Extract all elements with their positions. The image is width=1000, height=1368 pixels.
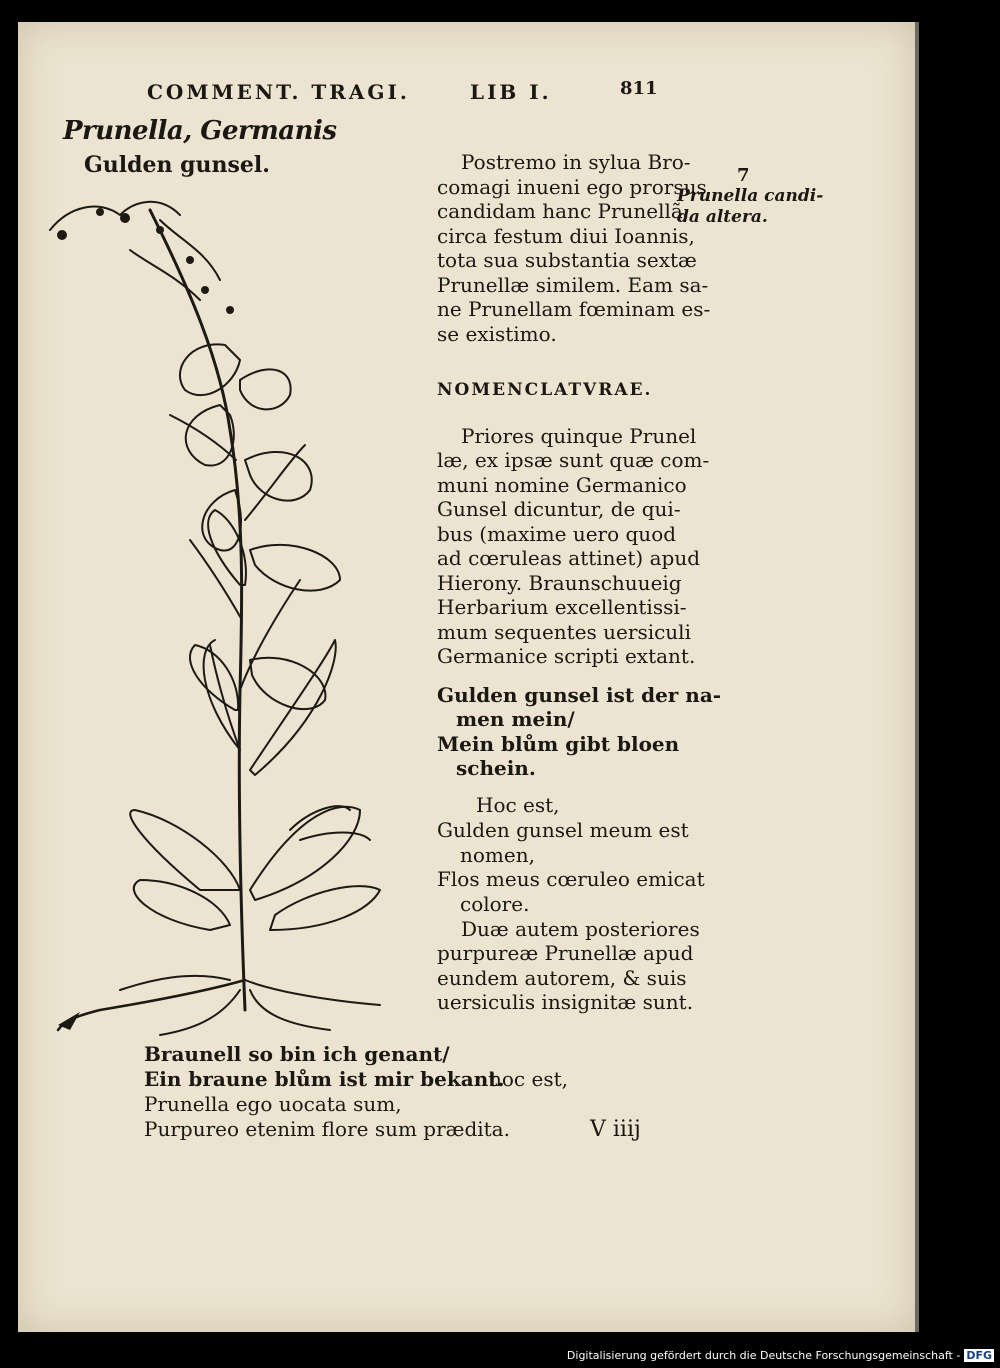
text-line: Germanice scripti extant.	[437, 644, 696, 668]
text-line: bus (maxime uero quod	[437, 522, 677, 546]
verse-line: Gulden gunsel meum est	[437, 818, 689, 842]
verse-line: schein.	[456, 756, 536, 780]
dfg-logo: DFG	[966, 1349, 992, 1362]
text-line: Duæ autem posteriores	[461, 917, 700, 941]
verse-line: colore.	[460, 892, 530, 916]
verse-line: Gulden gunsel ist der na-	[437, 683, 722, 707]
text-line: Priores quinque Prunel	[461, 424, 697, 448]
text-line: eundem autorem, & suis	[437, 966, 687, 990]
running-title: COMMENT. TRAGI.	[147, 80, 410, 104]
text-line: Hierony. Braunschuueig	[437, 571, 682, 595]
text-line: ad cœruleas attinet) apud	[437, 546, 700, 570]
hoc-est-label: hoc est,	[489, 1067, 568, 1091]
verse-line: men mein/	[456, 707, 575, 731]
digitization-credit	[567, 1349, 994, 1362]
text-line: uersiculis insignitæ sunt.	[437, 990, 694, 1014]
text-line: ne Prunellam fœminam es-	[437, 297, 711, 321]
text-line: læ, ex ipsæ sunt quæ com-	[437, 448, 710, 472]
plant-illustration	[40, 190, 420, 1040]
hoc-est-label: Hoc est,	[476, 793, 560, 817]
page-edge	[915, 22, 919, 1332]
text-line: Gunsel dicuntur, de qui-	[437, 497, 681, 521]
text-line: comagi inueni ego prorsus	[437, 175, 707, 199]
text-line: candidam hanc Prunellã,	[437, 199, 690, 223]
text-line: circa festum diui Ioannis,	[437, 224, 695, 248]
text-line: se existimo.	[437, 322, 557, 346]
verse-line: Mein blům gibt bloen	[437, 732, 680, 756]
text-line: tota sua substantia sextæ	[437, 248, 697, 272]
plant-title: Prunella, Germanis	[63, 116, 337, 146]
text-line: mum sequentes uersiculi	[437, 620, 691, 644]
book-number: LIB I.	[470, 80, 552, 104]
folio-number: 811	[620, 78, 658, 99]
verse-line: Prunella ego uocata sum,	[144, 1092, 402, 1116]
margin-note-number: 7	[737, 165, 750, 186]
text-line: Postremo in sylua Bro-	[461, 150, 691, 174]
verse-line: nomen,	[460, 843, 535, 867]
verse-line: Flos meus cœruleo emicat	[437, 867, 705, 891]
credit-text: Digitalisierung gefördert durch die Deutsche Forschungsgemeinschaft -	[566, 1349, 961, 1362]
signature-mark: V iiij	[590, 1117, 641, 1142]
section-title: NOMENCLATVRAE.	[437, 380, 653, 400]
margin-note-line: da altera.	[677, 207, 768, 227]
text-line: muni nomine Germanico	[437, 473, 687, 497]
plant-german-name: Gulden gunsel.	[84, 152, 270, 178]
margin-note-line: Prunella candi-	[677, 186, 824, 206]
text-line: Prunellæ similem. Eam sa-	[437, 273, 709, 297]
verse-line: Purpureo etenim flore sum prædita.	[144, 1117, 510, 1141]
verse-line: Braunell so bin ich genant/	[144, 1042, 450, 1066]
text-line: purpureæ Prunellæ apud	[437, 941, 694, 965]
verse-line: Ein braune blům ist mir bekant.	[144, 1067, 505, 1091]
text-line: Herbarium excellentissi-	[437, 595, 687, 619]
